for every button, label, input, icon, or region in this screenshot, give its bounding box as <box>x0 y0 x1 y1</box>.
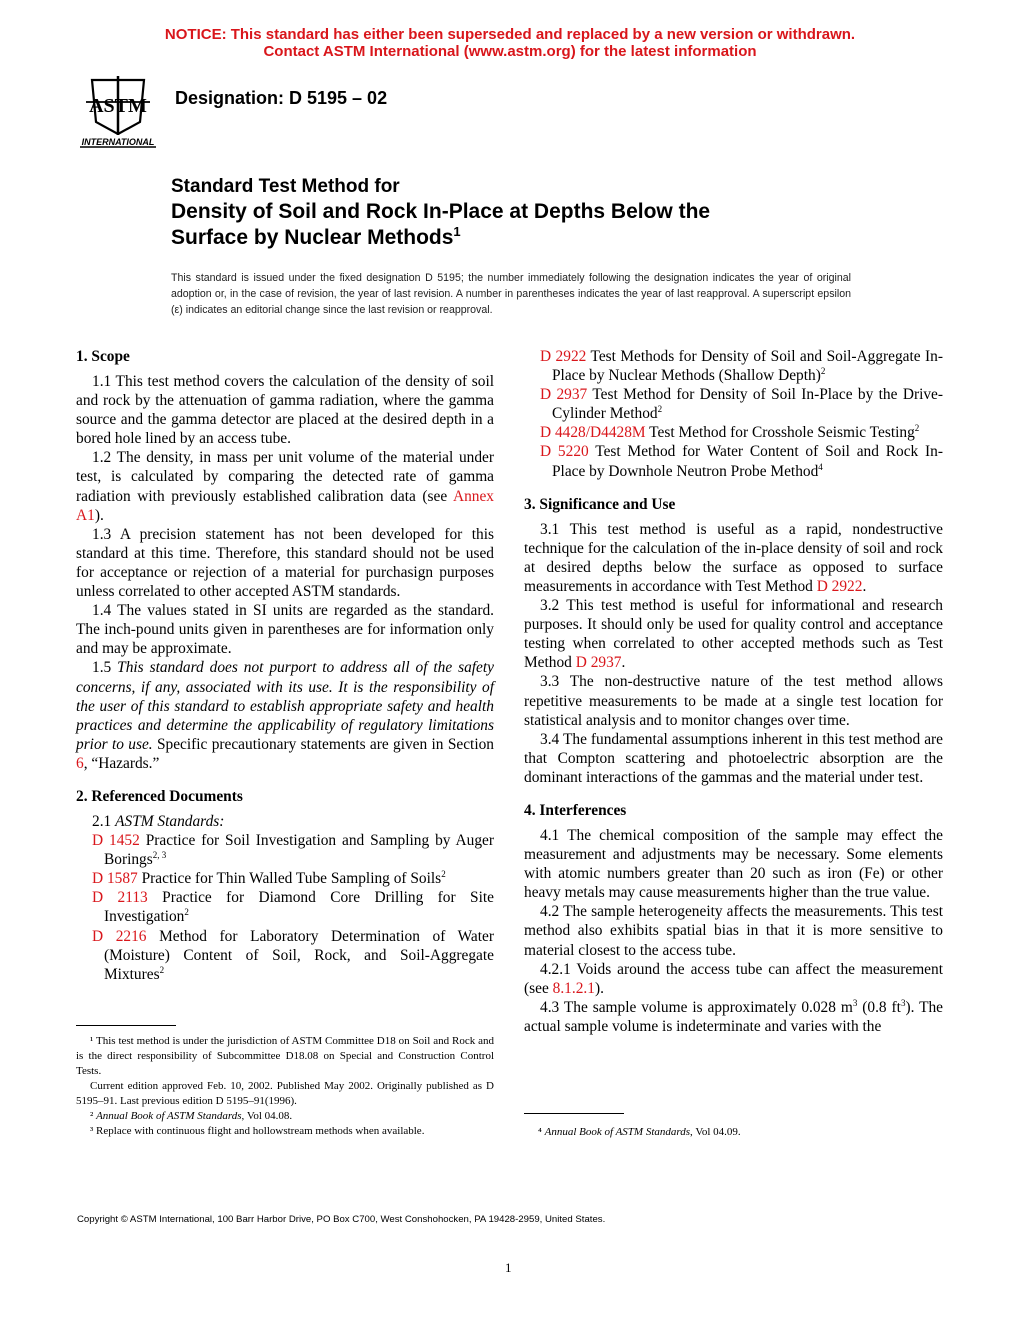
para-4-2: 4.2 The sample heterogeneity affects the measurements. This test method also exhibits spatial bias in that it is more sensitive to material closest to the access tube. <box>524 903 943 959</box>
left-column <box>76 347 494 984</box>
notice-line-1: NOTICE: This standard has either been superseded and replaced by a new version or withdrawn. <box>164 26 856 43</box>
footnote-1-edition: Current edition approved Feb. 10, 2002. Published May 2002. Originally published as D 5195–91. Last previous edition D 5195–91(1996). <box>76 1080 494 1107</box>
ref-d2937: D 2937 Test Method for Density of Soil In-Place by the Drive-Cylinder Method$^2$ <box>540 386 943 423</box>
annex-a1-link[interactable]: Annex A1 <box>76 487 494 524</box>
section-3-heading: 3. Significance and Use <box>524 495 676 513</box>
notice-line-2: Contact ASTM International (www.astm.org) for the latest information <box>263 43 757 60</box>
ref-code-link[interactable]: D 2922 <box>540 348 587 365</box>
footnote-rule-right <box>524 1113 624 1114</box>
section-4-heading: 4. Interferences <box>524 801 627 819</box>
ref-code-link[interactable]: D 5220 <box>540 443 589 461</box>
copyright-line: Copyright © ASTM International, 100 Barr Harbor Drive, PO Box C700, West Conshohocken, PA 19428-2959, United States. <box>77 1214 606 1225</box>
d2937-link[interactable]: D 2937 <box>575 654 622 672</box>
ref-d2113: D 2113 Practice for Diamond Core Drilling for Site Investigation$^2$ <box>92 889 494 926</box>
ref-code-link[interactable]: D 2216 <box>92 927 147 945</box>
footnotes-left <box>76 1034 494 1139</box>
footnote-4: ⁴ Annual Book of ASTM Standards, Vol 04.09. <box>538 1126 741 1138</box>
para-3-4: 3.4 The fundamental assumptions inherent in this test method are that Compton scattering and photoelectric absorption are the dominant interactions of the gammas and the material under test. <box>524 730 943 786</box>
para-2-1: 2.1 ASTM Standards: <box>92 812 225 830</box>
para-1-1: 1.1 This test method covers the calculation of the density of soil and rock by the attenuation of gamma radiation, where the gamma source and the gamma detector are placed at the desired depth in a bored hole lined by an access tube. <box>76 373 494 448</box>
section-1-heading: 1. Scope <box>76 348 130 365</box>
para-3-2: 3.2 This test method is useful for informational and research purposes. It should only be used for quality control and acceptance testing when correlated to other accepted methods such as Test Method D 2937. <box>524 597 943 672</box>
para-1-5: 1.5 This standard does not purport to address all of the safety concerns, if any, associated with its use. It is the responsibility of the user of this standard to establish appropriate safety and health practices and determine the applicability of regulatory limitations prior to use. Specific precautionary statements are given in Section 6, “Hazards.” <box>76 659 495 772</box>
para-3-1: 3.1 This test method is useful as a rapid, nondestructive technique for the calculation of the in-place density of soil and rock at desired depths below the surface as opposed to surface measurements in accordance with Test Method D 2922. <box>524 520 943 595</box>
title-line-3: Surface by Nuclear Methods <box>171 226 454 249</box>
ref-code-link[interactable]: D 4428/D4428M <box>540 424 646 442</box>
para-4-1: 4.1 The chemical composition of the sample may effect the measurement and adjustments may be necessary. Some elements with atomic numbers greater than 20 such as iron (Fe) or other heavy metals may cause measurements higher than the true value. <box>524 826 943 902</box>
ref-d5220: D 5220 Test Method for Water Content of Soil and Rock In-Place by Downhole Neutron Probe Method$^4$ <box>540 443 943 480</box>
para-1-3: 1.3 A precision statement has not been developed for this standard at this time. Therefore, this standard should not be used for acceptance or rejection of a material for purchasign purposes unless correlated to other accepted ASTM standards. <box>76 525 494 601</box>
footnote-rule-left <box>76 1025 176 1026</box>
section-2-heading: 2. Referenced Documents <box>76 787 243 805</box>
page-number: 1 <box>505 1260 512 1275</box>
para-1-4: 1.4 The values stated in SI units are regarded as the standard. The inch-pound units given in parentheses are for information only and may be approximate. <box>76 602 494 658</box>
title-footnote-mark: 1 <box>453 224 461 239</box>
footnote-2: ² Annual Book of ASTM Standards, Vol 04.08. <box>90 1110 293 1122</box>
astm-logo <box>78 72 158 150</box>
svg-text:INTERNATIONAL: INTERNATIONAL <box>81 137 155 147</box>
para-4-2-1: 4.2.1 Voids around the access tube can affect the measurement (see 8.1.2.1). <box>524 960 943 997</box>
ref-code-link[interactable]: D 2113 <box>92 889 148 907</box>
ref-code-link[interactable]: D 1587 <box>92 870 138 888</box>
ref-code-link[interactable]: D 1452 <box>92 832 140 850</box>
svg-text:ASTM: ASTM <box>89 95 147 117</box>
title-line-1: Standard Test Method for <box>171 176 400 197</box>
ref-code-link[interactable]: D 2937 <box>540 386 588 404</box>
document-title <box>171 175 710 251</box>
section-6-link[interactable]: 6 <box>76 754 84 772</box>
footnote-1: ¹ This test method is under the jurisdiction of ASTM Committee D18 on Soil and Rock and is the direct responsibility of Subcommittee D18.08 on Special and Construction Control Tests. <box>76 1035 494 1077</box>
para-4-3: 4.3 The sample volume is approximately 0.028 $m^3$ (0.8 $ft^3$). The actual sample volume is indeterminate and varies with the <box>524 997 943 1035</box>
section-8-1-2-1-link[interactable]: 8.1.2.1 <box>552 979 595 997</box>
para-3-3: 3.3 The non-destructive nature of the test method allows repetitive measurements to be made at a single test location for statistical analysis and to monitor changes over time. <box>524 673 943 729</box>
withdrawal-notice <box>0 26 1020 60</box>
issuance-statement: This standard is issued under the fixed designation D 5195; the number immediately following the designation indicates the year of original adoption or, in the case of revision, the year of last revision. A number in parentheses indicates the year of last reapproval. A superscript epsilon (ε) indicates an editorial change since the last revision or reapproval. <box>171 272 851 316</box>
ref-d4428: D 4428/D4428M Test Method for Crosshole Seismic Testing$^2$ <box>540 423 920 442</box>
ref-d1452: D 1452 Practice for Soil Investigation and Sampling by Auger Borings$^{2, 3}$ <box>92 832 494 869</box>
para-1-2: 1.2 The density, in mass per unit volume of the material under test, is calculated by comparing the detected rate of gamma radiation with previously established calibration data (see Annex A1). <box>76 449 494 524</box>
d2922-link[interactable]: D 2922 <box>816 577 863 595</box>
ref-d1587: D 1587 Practice for Thin Walled Tube Sampling of Soils$^2$ <box>92 869 446 888</box>
footnote-3: ³ Replace with continuous flight and hollowstream methods when available. <box>90 1125 425 1137</box>
title-line-2: Density of Soil and Rock In-Place at Depths Below the <box>171 200 711 223</box>
designation: Designation: D 5195 – 02 <box>175 88 388 108</box>
ref-d2216: D 2216 Method for Laboratory Determination of Water (Moisture) Content of Soil, Rock, and Soil-Aggregate Mixtures$^2$ <box>92 927 494 983</box>
footnotes-right <box>524 1125 942 1140</box>
ref-d2922: D 2922 Test Methods for Density of Soil and Soil-Aggregate In-Place by Nuclear Methods (Shallow Depth)$^2$ <box>540 348 943 385</box>
right-column <box>524 347 943 1036</box>
